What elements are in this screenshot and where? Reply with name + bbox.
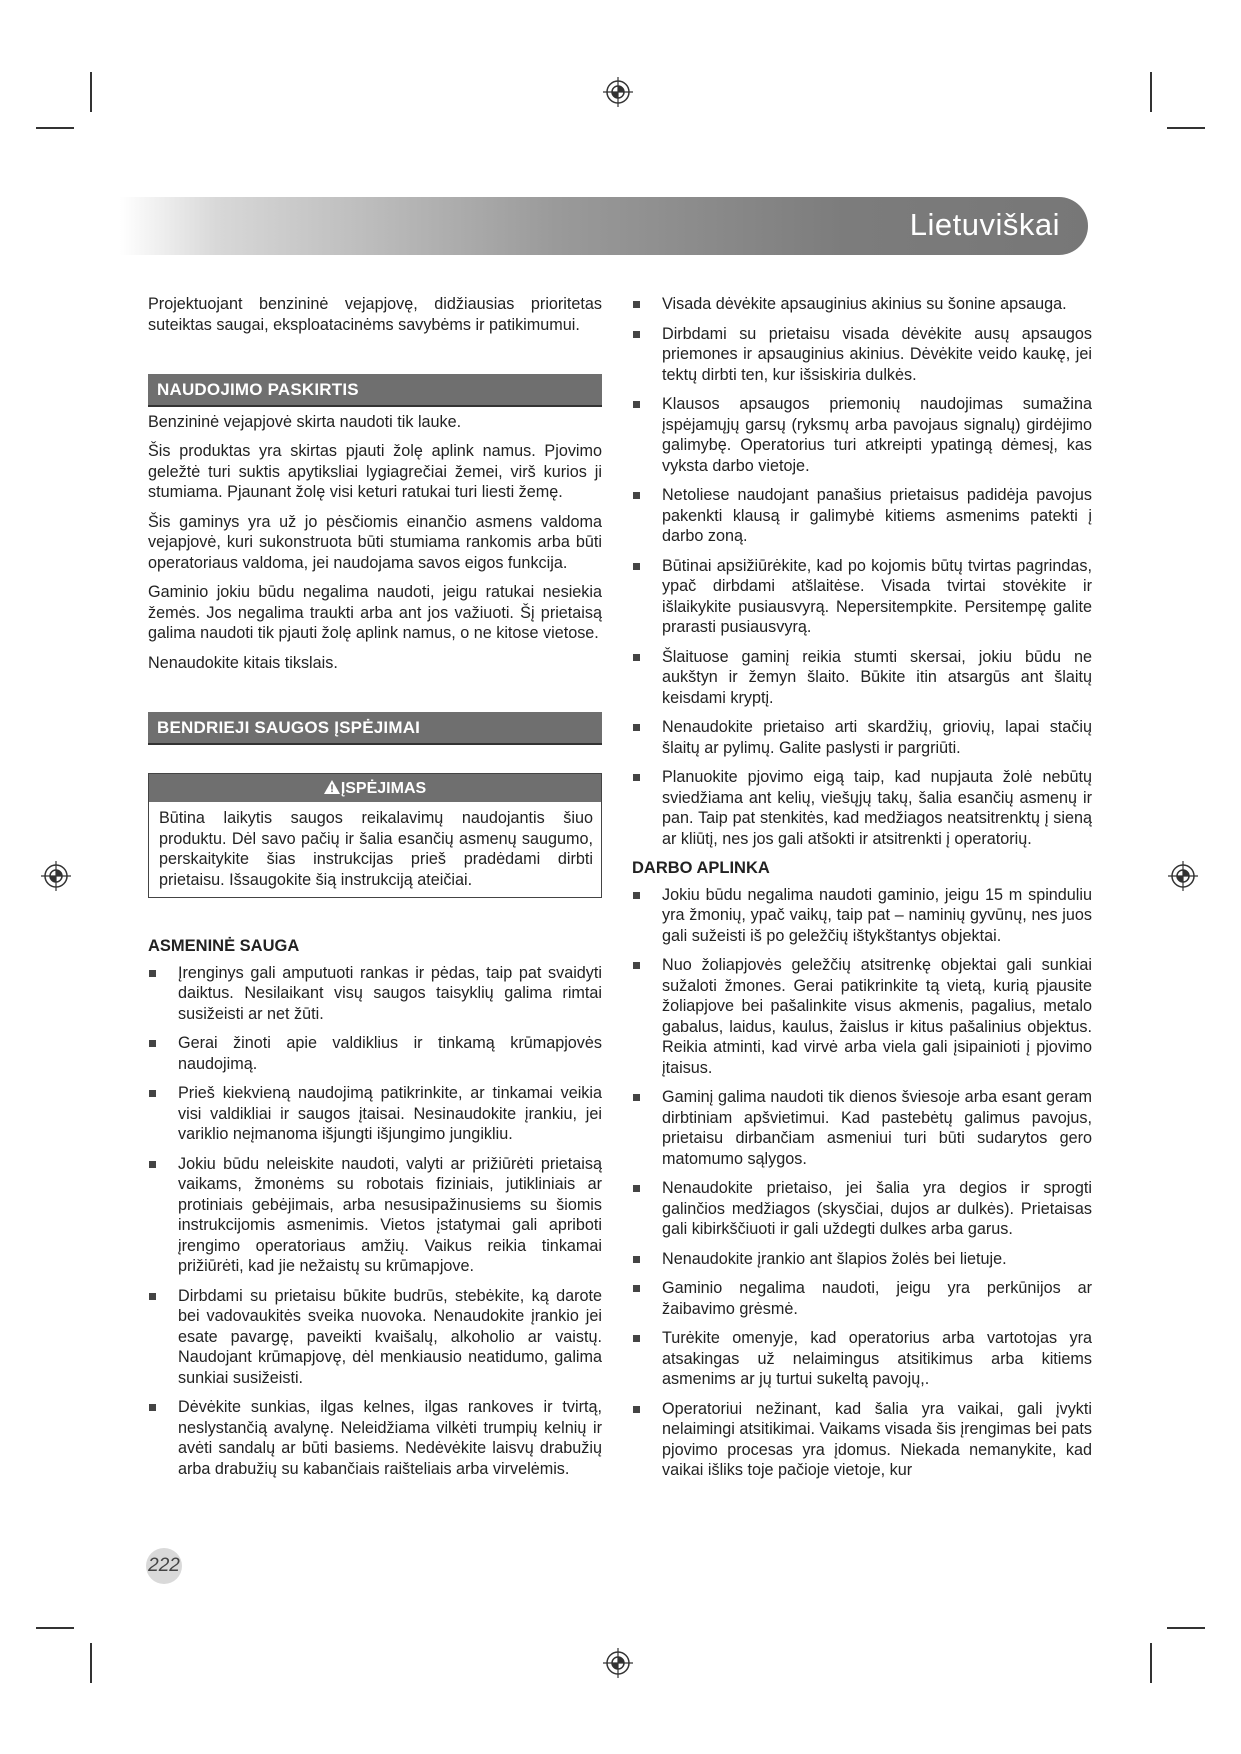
language-title: Lietuviškai xyxy=(909,207,1060,242)
list-item: Visada dėvėkite apsauginius akinius su šonine apsauga. xyxy=(632,294,1092,315)
list-item: Šlaituose gaminį reikia stumti skersai, jokiu būdu ne aukštyn ir žemyn šlaito. Būkite itin atsargūs ant šlaitų keisdami kryptį. xyxy=(632,647,1092,709)
crop-mark xyxy=(90,1643,92,1683)
right-column xyxy=(632,294,1092,1490)
section-heading-general-safety: BENDRIEJI SAUGOS ĮSPĖJIMAI xyxy=(148,712,602,745)
crop-mark xyxy=(36,1627,74,1629)
intro-paragraph: Projektuojant benzininė vejapjovę, didžiausias prioritetas suteiktas saugai, eksploatacinėms savybėms ir patikimumui. xyxy=(148,295,602,334)
list-item: Gaminio negalima naudoti, jeigu yra perkūnijos ar žaibavimo grėsmė. xyxy=(632,1278,1092,1319)
warning-title: ĮSPĖJIMAS xyxy=(340,779,427,797)
subheading-personal-safety: ASMENINĖ SAUGA xyxy=(148,937,300,955)
list-item: Dirbdami su prietaisu visada dėvėkite ausų apsaugos priemones ir apsauginius akinius. Dėvėkite veido kaukę, jei tektų dirbti ten, kur išsiskiria dulkės. xyxy=(632,324,1092,386)
list-item: Dėvėkite sunkias, ilgas kelnes, ilgas rankoves ir tvirtą, neslystančią avalynę. Neleidžiama vilkėti trumpių kelnių ir avėti sandalų ar būti basiems. Nedėvėkite laisvų drabužių arba drabužių su kabančiais raišteliais arba virvelėmis. xyxy=(148,1397,602,1479)
list-item: Dirbdami su prietaisu būkite budrūs, stebėkite, ką darote bei vadovaukitės sveika nuovoka. Nenaudokite įrankio jei esate pavargę, paveikti kvaišalų, alkoholio ar vaistų. Naudojant krūmapjovę, dėl menkiausio neatidumo, galima sunkiai susižeisti. xyxy=(148,1286,602,1389)
crop-mark xyxy=(36,127,74,129)
list-item: Nuo žoliapjovės geležčių atsitrenkę objektai gali sunkiai sužaloti žmones. Gerai patikrinkite tą vietą, kurią pjausite žoliapjove bei pašalinkite visus akmenis, pagalius, metalo gabalus, laidus, kaulus, žaislus ir kitus pašalinius objektus. Reikia atminti, kad virvė arba viela gali įsipainioti į pjovimo įtaisus. xyxy=(632,955,1092,1078)
list-item: Gerai žinoti apie valdiklius ir tinkamą krūmapjovės naudojimą. xyxy=(148,1033,602,1074)
paragraph: Šis produktas yra skirtas pjauti žolę aplink namus. Pjovimo geležtė turi suktis apytiksliai lygiagrečiai žemei, virš kurios ji stumiama. Pjaunant žolę visi keturi ratukai turi liesti žemę. xyxy=(148,442,602,501)
list-item: Būtinai apsižiūrėkite, kad po kojomis būtų tvirtas pagrindas, ypač dirbdami atšlaitėse. Visada tvirtai stovėkite ir išlaikykite pusiausvyrą. Nepersitempkite. Persitempę galite prarasti pusiausvyrą. xyxy=(632,556,1092,638)
warning-box xyxy=(148,773,602,899)
list-item: Gaminį galima naudoti tik dienos šviesoje arba esant geram dirbtiniam apšvietimui. Kad pastebėtų galimus pavojus, prietaisu dirbančiam asmeniui turi būti sudarytos gero matomumo sąlygos. xyxy=(632,1087,1092,1169)
section-heading-intended-use: NAUDOJIMO PASKIRTIS xyxy=(148,374,602,407)
left-column xyxy=(148,294,602,1488)
list-item: Jokiu būdu negalima naudoti gaminio, jeigu 15 m spinduliu yra žmonių, ypač vaikų, taip pat – naminių gyvūnų, nes juos gali sužeisti iš po geležčių ištykštantys objektai. xyxy=(632,885,1092,947)
list-item: Prieš kiekvieną naudojimą patikrinkite, ar tinkamai veikia visi valdikliai ir saugos įtaisai. Nesinaudokite įrankiu, jei variklio neįmanoma išjungti išjungimo jungikliu. xyxy=(148,1083,602,1145)
list-item: Klausos apsaugos priemonių naudojimas sumažina įspėjamųjų garsų (ryksmų arba pavojaus signalų) girdėjimo galimybę. Operatorius turi atkreipti ypatingą dėmesį, kas vyksta darbo vietoje. xyxy=(632,394,1092,476)
crop-mark xyxy=(1150,1643,1152,1683)
list-item: Nenaudokite prietaiso arti skardžių, griovių, lapai stačių šlaitų ar pylimų. Galite paslysti ir pargriūti. xyxy=(632,717,1092,758)
paragraph: Nenaudokite kitais tikslais. xyxy=(148,653,338,672)
subheading-work-area: DARBO APLINKA xyxy=(632,859,770,877)
warning-text: Būtina laikytis saugos reikalavimų naudojantis šiuo produktu. Dėl savo pačių ir šalia esančių asmenų saugumo, perskaitykite šias instrukcijas prieš pradėdami dirbti prietaisu. Išsaugokite šią instrukciją ateičiai. xyxy=(159,809,593,889)
warning-icon xyxy=(324,780,340,794)
crop-mark xyxy=(90,72,92,112)
list-item: Nenaudokite prietaiso, jei šalia yra degios ir sprogti galinčios medžiagos (skysčiai, dujos ar dulkės). Prietaisas gali kibirkščiuoti ir gali uždegti dulkes arba garus. xyxy=(632,1178,1092,1240)
list-item: Nenaudokite įrankio ant šlapios žolės bei lietuje. xyxy=(632,1249,1092,1270)
list-item: Įrenginys gali amputuoti rankas ir pėdas, taip pat svaidyti daiktus. Nesilaikant visų saugos taisyklių galima rimtai susižeisti ar net žūti. xyxy=(148,963,602,1025)
language-header-bar xyxy=(120,197,1088,255)
registration-mark-icon xyxy=(41,861,71,891)
registration-mark-icon xyxy=(1168,861,1198,891)
list-item: Operatoriui nežinant, kad šalia yra vaikai, gali įvykti nelaimingi atsitikimai. Vaikams visada šis įrengimas bei pats pjovimo procesas yra įdomus. Niekada nemanykite, kad vaikai išliks toje pačioje vietoje, kur xyxy=(632,1399,1092,1481)
bullet-list xyxy=(148,963,602,1480)
list-item: Netoliese naudojant panašius prietaisus padidėja pavojus pakenkti klausą ir galimybė kitiems asmenims patekti į darbo zoną. xyxy=(632,485,1092,547)
paragraph: Benzininė vejapjovė skirta naudoti tik lauke. xyxy=(148,412,462,431)
page-number: 222 xyxy=(146,1548,182,1584)
registration-mark-icon xyxy=(603,1648,633,1678)
warning-header xyxy=(149,774,601,803)
list-item: Turėkite omenyje, kad operatorius arba vartotojas yra atsakingas už nelaimingus atsitikimus arba kitiems asmenims ar jų turtui sukeltą pavojų,. xyxy=(632,1328,1092,1390)
paragraph: Šis gaminys yra už jo pėsčiomis einančio asmens valdoma vejapjovė, kuri sukonstruota būti stumiama rankomis arba būti operatoriaus valdoma, jei naudojama savos eigos funkcija. xyxy=(148,512,602,572)
crop-mark xyxy=(1167,1627,1205,1629)
registration-mark-icon xyxy=(603,77,633,107)
bullet-list xyxy=(632,294,1092,849)
crop-mark xyxy=(1167,127,1205,129)
list-item: Jokiu būdu neleiskite naudoti, valyti ar prižiūrėti prietaisą vaikams, žmonėms su robotais fiziniais, jutikliniais ar protiniais gebėjimais, arba nesusipažinusiems su šiomis instrukcijomis asmenimis. Vietos įstatymai gali apriboti įrengimo operatoriaus amžių. Vaikus reikia tinkamai prižiūrėti, kad jie nežaistų su krūmapjove. xyxy=(148,1154,602,1277)
bullet-list xyxy=(632,885,1092,1481)
paragraph: Gaminio jokiu būdu negalima naudoti, jeigu ratukai nesiekia žemės. Jos negalima traukti arba ant jos važiuoti. Šį prietaisą galima naudoti tik pjauti žolę aplink namus, o ne kitose vietose. xyxy=(148,583,602,642)
crop-mark xyxy=(1150,72,1152,112)
list-item: Planuokite pjovimo eigą taip, kad nupjauta žolė nebūtų sviedžiama ant kelių, viešųjų takų, šalia esančių asmenų ir pan. Taip pat stenkitės, kad medžiagos neatsitrenktų į sieną ar kliūtį, nes jos gali atšokti ir atsitrenkti į operatorių. xyxy=(632,767,1092,849)
